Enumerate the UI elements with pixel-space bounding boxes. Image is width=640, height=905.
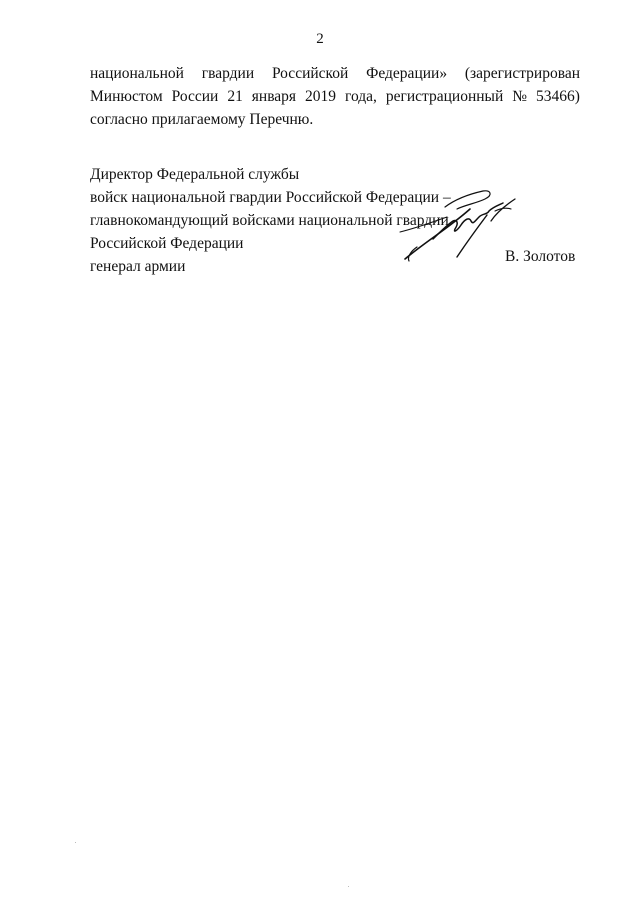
body-word: 2019	[305, 88, 337, 105]
signatory-title-line: Директор Федеральной службы	[90, 166, 300, 183]
body-word: (зарегистрирован	[464, 65, 580, 82]
signatory-title-line: войск национальной гвардии Российской Федерации –	[90, 189, 451, 206]
signatory-title-line: Российской Федерации	[90, 235, 244, 252]
body-paragraph	[90, 62, 580, 131]
body-word: Федерации»	[366, 65, 448, 82]
body-word: №	[512, 88, 528, 105]
body-word: национальной	[90, 65, 184, 82]
body-word: Минюстом	[90, 88, 163, 105]
body-word: года,	[344, 88, 377, 105]
body-word: 53466)	[535, 88, 580, 105]
body-line-2	[90, 85, 580, 108]
signatory-name: В. Золотов	[505, 248, 576, 265]
body-word: согласно прилагаемому Перечню.	[90, 111, 314, 128]
signatory-title-line: главнокомандующий войсками национальной гвардии	[90, 212, 449, 229]
body-word: января	[251, 88, 297, 105]
body-word: Российской	[271, 65, 349, 82]
body-word: России	[171, 88, 219, 105]
body-line-1	[90, 62, 580, 85]
body-word: 21	[227, 88, 243, 105]
page-number: 2	[316, 31, 324, 47]
scan-speck	[75, 842, 76, 843]
signatory-rank: генерал армии	[90, 258, 186, 275]
scan-speck	[348, 886, 349, 887]
body-line-3	[90, 108, 580, 131]
body-word: регистрационный	[385, 88, 504, 105]
body-word: гвардии	[201, 65, 255, 82]
